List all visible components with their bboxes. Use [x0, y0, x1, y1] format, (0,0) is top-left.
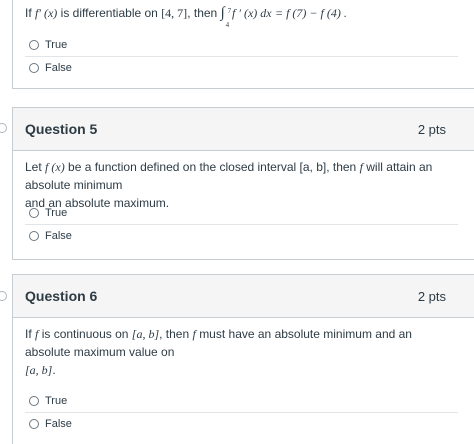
q4-integrand: f ′ (x) dx: [232, 6, 272, 20]
q4-integral-sign: ∫: [220, 5, 225, 21]
question-6-card: [12, 274, 474, 444]
answer-true[interactable]: [25, 390, 458, 412]
q6-interval-1: [a, b]: [131, 327, 160, 341]
radio-icon[interactable]: [29, 63, 39, 73]
q4-f: f: [35, 6, 39, 20]
q4-upper-limit: 7: [227, 7, 232, 15]
q6-f2: f: [192, 327, 196, 341]
q5-text-d: and an absolute maximum.: [25, 196, 170, 210]
q5-text-c: will attain an absolute minimum: [25, 160, 433, 192]
q5-text-a: Let: [25, 160, 42, 174]
q6-text-a: If: [25, 327, 32, 341]
q4-text-if: If: [25, 6, 32, 20]
question-6-answers: [25, 390, 458, 435]
answer-true[interactable]: [25, 202, 458, 224]
answer-label: True: [45, 39, 68, 51]
question-5-header: [13, 108, 474, 151]
radio-icon[interactable]: [29, 419, 39, 429]
question-points: 2 pts: [417, 121, 446, 137]
question-6-header: [13, 275, 474, 318]
radio-icon[interactable]: [29, 396, 39, 406]
answer-label: False: [45, 62, 72, 74]
q4-text-then: , then: [187, 6, 218, 20]
question-4-answers: [25, 34, 458, 79]
answer-false[interactable]: [25, 224, 458, 247]
q6-text-e: .: [52, 363, 56, 377]
answer-true[interactable]: [25, 34, 458, 56]
question-4-text: [25, 4, 347, 29]
answer-false[interactable]: [25, 56, 458, 79]
q4-lower-limit: 4: [225, 21, 230, 29]
q6-f1: f: [35, 327, 39, 341]
answer-label: False: [45, 418, 72, 430]
question-5-marker-icon: [0, 123, 7, 133]
q6-text-d: must have an absolute minimum and an absolute maximum value on: [25, 327, 412, 359]
q6-text-b: is continuous on: [41, 327, 129, 341]
question-points: 2 pts: [417, 288, 446, 304]
answer-false[interactable]: [25, 412, 458, 435]
q4-rhs: = f (7) − f (4) .: [274, 6, 347, 20]
answer-label: True: [45, 395, 68, 407]
question-5-answers: [25, 202, 458, 247]
answer-label: True: [45, 207, 68, 219]
q5-text-b: be a function defined on the closed interval [a, b], then: [68, 160, 357, 174]
q5-fx: f (x): [45, 160, 65, 174]
question-5-card: [12, 107, 474, 260]
question-title: Question 6: [25, 288, 98, 304]
q4-text-mid: is differentiable on: [60, 6, 158, 20]
question-title: Question 5: [25, 121, 98, 137]
q4-fprime: ′ (x): [38, 6, 58, 20]
q5-f: f: [359, 160, 363, 174]
q6-interval-2: [a, b]: [25, 363, 53, 377]
q4-interval: [4, 7]: [161, 6, 188, 20]
q4-integral: [220, 5, 232, 29]
question-6-text: [25, 325, 455, 379]
q6-text-c: , then: [159, 327, 190, 341]
radio-icon[interactable]: [29, 231, 39, 241]
answer-label: False: [45, 230, 72, 242]
question-4-card: [12, 0, 474, 89]
radio-icon[interactable]: [29, 208, 39, 218]
radio-icon[interactable]: [29, 40, 39, 50]
question-6-marker-icon: [0, 291, 7, 301]
